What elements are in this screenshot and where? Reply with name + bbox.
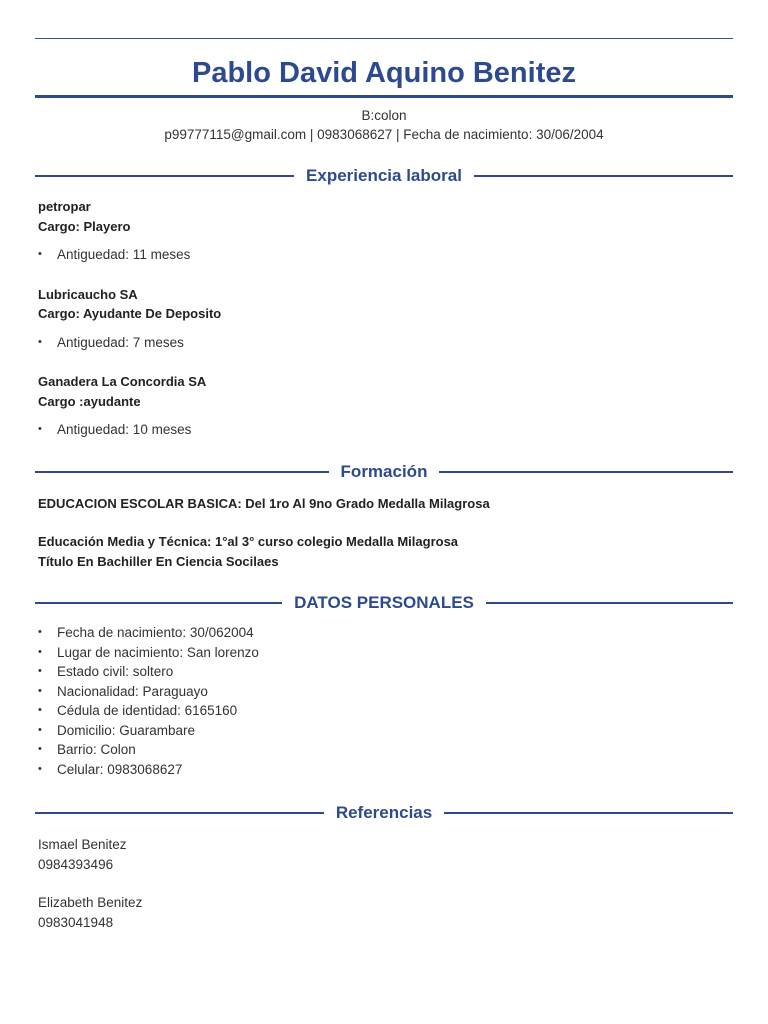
contact-line: p99777115@gmail.com | 0983068627 | Fecha de nacimiento: 30/06/2004 [164,127,604,142]
job-company: Lubricaucho SA [38,286,138,302]
education-entry [38,532,733,571]
job-role: Cargo: Ayudante De Deposito [38,306,222,321]
top-divider [35,38,733,39]
personal-item: • Barrio: Colon [38,740,733,760]
personal-item: • Fecha de nacimiento: 30/062004 [38,623,733,643]
section-line-left [35,602,282,604]
job-entry [38,197,733,265]
personal-item: • Lugar de nacimiento: San lorenzo [38,643,733,663]
section-line-right [439,471,733,473]
personal-item: • Estado civil: soltero [38,662,733,682]
section-line-left [35,812,324,814]
reference-entry [38,835,733,874]
reference-name: Elizabeth Benitez [38,895,143,910]
reference-phone: 0984393496 [38,856,114,872]
section-title-education: Formación [340,461,428,481]
section-line-left [35,471,329,473]
personal-item: • Nacionalidad: Paraguayo [38,682,733,702]
section-header-references [35,801,733,825]
education-list [35,494,733,572]
education-line: EDUCACION ESCOLAR BASICA: Del 1ro Al 9no Grado Medalla Milagrosa [38,495,490,511]
reference-entry [38,893,733,932]
personal-item: • Domicilio: Guarambare [38,721,733,741]
education-line: Título En Bachiller En Ciencia Socilaes [38,553,279,569]
experience-list [35,197,733,440]
address-line: B:colon [361,108,407,123]
section-header-experience [35,164,733,188]
job-tenure: • Antiguedad: 7 meses [38,333,733,353]
section-title-personal: DATOS PERSONALES [294,593,474,612]
contact-block [35,106,733,144]
personal-item: • Celular: 0983068627 [38,760,733,780]
section-title-experience: Experiencia laboral [306,166,462,185]
resume-page [35,38,733,932]
personal-item: • Cédula de identidad: 6165160 [38,701,733,721]
job-company: Ganadera La Concordia SA [38,374,207,389]
job-entry [38,372,733,440]
section-header-personal [35,591,733,615]
section-line-right [444,812,733,814]
references-list [35,835,733,932]
section-line-right [486,602,733,604]
job-role: Cargo: Playero [38,218,131,234]
job-role: Cargo :ayudante [38,393,141,409]
reference-name: Ismael Benitez [38,837,127,852]
education-entry [38,494,733,514]
name-divider [35,95,733,98]
personal-data-list [35,623,733,779]
section-header-education [35,460,733,484]
candidate-name: Pablo David Aquino Benitez [191,57,576,89]
job-company: petropar [38,199,91,214]
job-entry [38,285,733,353]
job-tenure: • Antiguedad: 11 meses [38,245,733,265]
section-title-references: Referencias [335,803,433,822]
section-line-right [474,175,733,177]
reference-phone: 0983041948 [38,914,114,930]
section-line-left [35,175,294,177]
education-line: Educación Media y Técnica: 1°al 3° curso colegio Medalla Milagrosa [38,534,459,549]
job-tenure: • Antiguedad: 10 meses [38,420,733,440]
